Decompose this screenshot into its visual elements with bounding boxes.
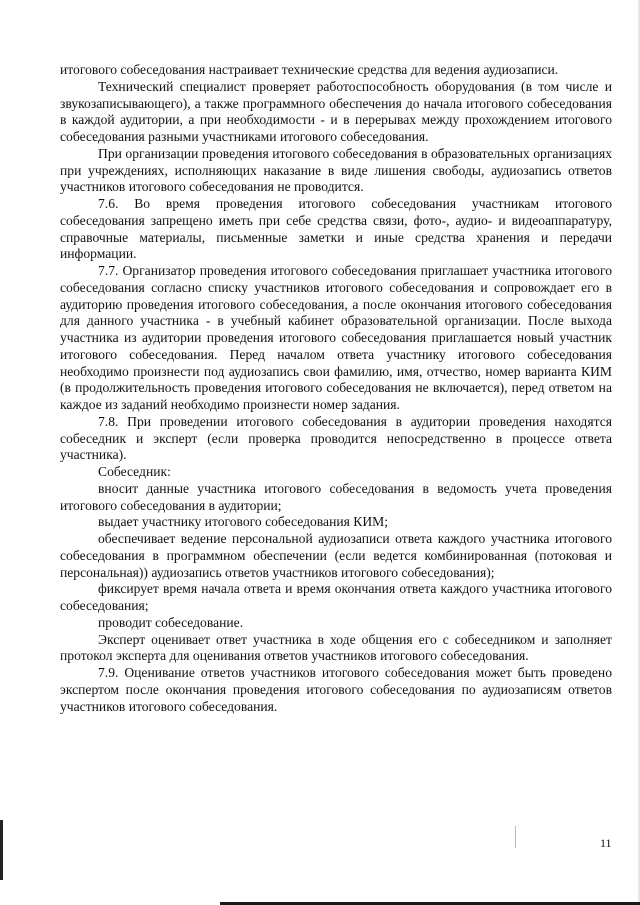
page-number: 11 bbox=[600, 836, 612, 850]
scan-edge-left bbox=[0, 820, 3, 880]
paragraph: Эксперт оценивает ответ участника в ходе общения его с собеседником и заполняет протокол эксперта для оценивания ответов участников итогового собеседования. bbox=[60, 631, 612, 664]
paragraph: 7.6. Во время проведения итогового собеседования участникам итогового собеседования запрещено иметь при себе средства связи, фото-, аудио- и видеоаппаратуру, справочные материалы, письменные заметки и иные средства хранения и передачи информации. bbox=[60, 196, 612, 262]
paragraph: 7.7. Организатор проведения итогового собеседования приглашает участника итогового собеседования согласно списку участников итогового собеседования и сопровождает его в аудиторию проведения итогового собеседования, а после окончания итогового собеседования для данного участника - в учебный кабинет образовательной организации. После выхода участника из аудитории проведения итогового собеседования приглашается новый участник итогового собеседования. Перед началом ответа участнику итогового собеседования необходимо произнести под аудиозапись свои фамилию, имя, отчество, номер варианта КИМ (в продолжительность проведения итогового собеседования не включается), перед ответом на каждое из заданий необходимо произнести номер задания. bbox=[60, 263, 612, 412]
paragraph: Технический специалист проверяет работоспособность оборудования (в том числе и звукозаписывающего), а также программного обеспечения до начала итогового собеседования в каждой аудитории, а при необходимости - и в перерывах между прохождением итогового собеседования разными участниками итогового собеседования. bbox=[60, 78, 612, 144]
paragraph: вносит данные участника итогового собеседования в ведомость учета проведения итогового собеседования в аудитории; bbox=[60, 480, 612, 513]
scan-mark bbox=[515, 826, 516, 848]
paragraph: итогового собеседования настраивает технические средства для ведения аудиозаписи. bbox=[60, 62, 559, 77]
paragraph: При организации проведения итогового собеседования в образовательных организациях при учреждениях, исполняющих наказание в виде лишения свободы, аудиозапись ответов участников итогового собеседования не проводится. bbox=[60, 145, 612, 195]
paragraph: выдает участнику итогового собеседования КИМ; bbox=[98, 514, 389, 530]
paragraph: Собеседник: bbox=[98, 464, 171, 479]
paragraph: фиксирует время начала ответа и время окончания ответа каждого участника итогового собеседования; bbox=[60, 581, 612, 613]
paragraph: проводит собеседование. bbox=[98, 614, 244, 630]
paragraph: 7.8. При проведении итогового собеседования в аудитории проведения находятся собеседник и эксперт (если проверка проводится непосредственно в процессе ответа участника). bbox=[60, 413, 612, 463]
paragraph: обеспечивает ведение персональной аудиозаписи ответа каждого участника итогового собеседования в программном обеспечении (если ведется комбинированная (потоковая и персональная)) аудиозапись ответов участников итогового собеседования); bbox=[60, 531, 612, 580]
paragraph: 7.9. Оценивание ответов участников итогового собеседования может быть проведено экспертом после окончания проведения итогового собеседования по аудиозаписям ответов участников итогового собеседования. bbox=[60, 665, 612, 714]
document-body bbox=[60, 62, 612, 715]
